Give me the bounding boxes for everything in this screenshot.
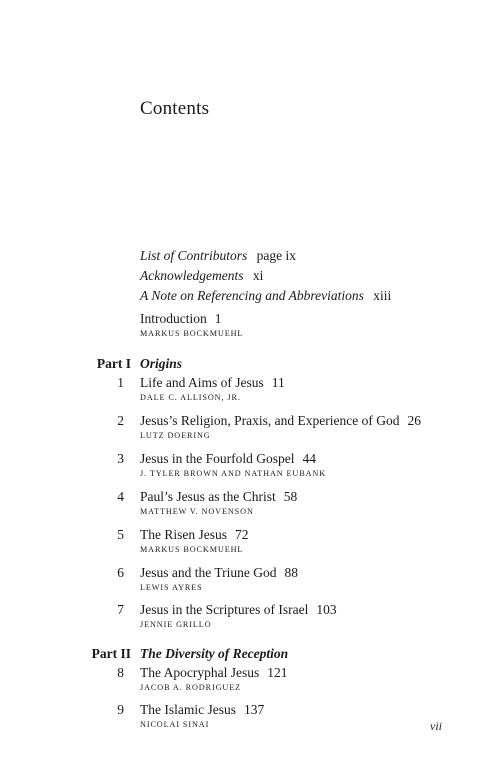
chapter-author: LEWIS AYRES xyxy=(140,583,203,592)
front-matter-item[interactable] xyxy=(140,246,391,266)
chapter-title: The Islamic Jesus xyxy=(140,702,236,717)
chapter-author: JENNIE GRILLO xyxy=(140,620,212,629)
part-title: Origins xyxy=(140,356,183,371)
chapter-author: LUTZ DOERING xyxy=(140,431,211,440)
part-title: The Diversity of Reception xyxy=(140,646,289,661)
chapter-number: 9 xyxy=(117,702,124,717)
chapter-title-line xyxy=(140,526,249,544)
front-matter-item[interactable] xyxy=(140,286,391,306)
chapter-author: MARKUS BOCKMUEHL xyxy=(140,545,244,554)
chapter-title-line xyxy=(140,701,264,719)
chapter-page: 58 xyxy=(283,489,298,504)
chapter-title: Jesus in the Fourfold Gospel xyxy=(140,451,295,466)
chapter-title: The Apocryphal Jesus xyxy=(140,665,260,680)
chapter-title-line xyxy=(140,310,222,328)
chapter-title: Jesus and the Triune God xyxy=(140,565,277,580)
chapter-page: 72 xyxy=(235,527,249,542)
front-matter-title: List of Contributors xyxy=(140,248,248,263)
front-matter-page: xi xyxy=(252,268,264,283)
chapter-page: 88 xyxy=(284,565,299,580)
chapter-page: 44 xyxy=(302,451,316,466)
contents-heading: Contents xyxy=(140,98,210,119)
chapter-number: 1 xyxy=(117,375,124,390)
chapter-title-line xyxy=(140,412,421,430)
chapter-author: J. TYLER BROWN AND NATHAN EUBANK xyxy=(140,469,327,478)
chapter-number: 2 xyxy=(117,413,124,428)
chapter-title: Paul’s Jesus as the Christ xyxy=(140,489,276,504)
chapter-page: 11 xyxy=(271,375,285,390)
chapter-number: 3 xyxy=(117,451,124,466)
chapter-title-line xyxy=(140,450,316,468)
chapter-page: 121 xyxy=(267,665,288,680)
chapter-title: The Risen Jesus xyxy=(140,527,227,542)
chapter-title-line xyxy=(140,374,285,392)
chapter-title: Jesus in the Scriptures of Israel xyxy=(140,602,309,617)
chapter-number: 7 xyxy=(117,602,124,617)
chapter-title-line xyxy=(140,488,297,506)
front-matter-page: xiii xyxy=(373,288,392,303)
front-matter-list xyxy=(140,246,391,306)
part-label: Part I xyxy=(96,356,131,371)
chapter-title: Jesus’s Religion, Praxis, and Experience of God xyxy=(140,413,400,428)
front-matter-page: page ix xyxy=(256,248,297,263)
front-matter-title: A Note on Referencing and Abbreviations xyxy=(140,288,364,303)
chapter-page: 26 xyxy=(407,413,421,428)
page-folio: vii xyxy=(430,719,442,733)
chapter-number: 5 xyxy=(117,527,124,542)
chapter-title: Introduction xyxy=(140,311,207,326)
chapter-author: MATTHEW V. NOVENSON xyxy=(140,507,254,516)
chapter-title: Life and Aims of Jesus xyxy=(140,375,264,390)
front-matter-title: Acknowledgements xyxy=(140,268,244,283)
chapter-page: 1 xyxy=(214,311,222,326)
front-matter-item[interactable] xyxy=(140,266,391,286)
chapter-number: 8 xyxy=(117,665,124,680)
chapter-author: MARKUS BOCKMUEHL xyxy=(140,329,244,338)
chapter-author: JACOB A. RODRIGUEZ xyxy=(140,683,242,692)
chapter-number: 6 xyxy=(117,565,124,580)
chapter-title-line xyxy=(140,664,287,682)
chapter-title-line xyxy=(140,564,298,582)
chapter-page: 103 xyxy=(316,602,337,617)
chapter-page: 137 xyxy=(243,702,265,717)
chapter-author: DALE C. ALLISON, JR. xyxy=(140,393,241,402)
chapter-title-line xyxy=(140,601,337,619)
part-label: Part II xyxy=(91,646,131,661)
chapter-author: NICOLAI SINAI xyxy=(140,720,210,729)
chapter-number: 4 xyxy=(117,489,124,504)
